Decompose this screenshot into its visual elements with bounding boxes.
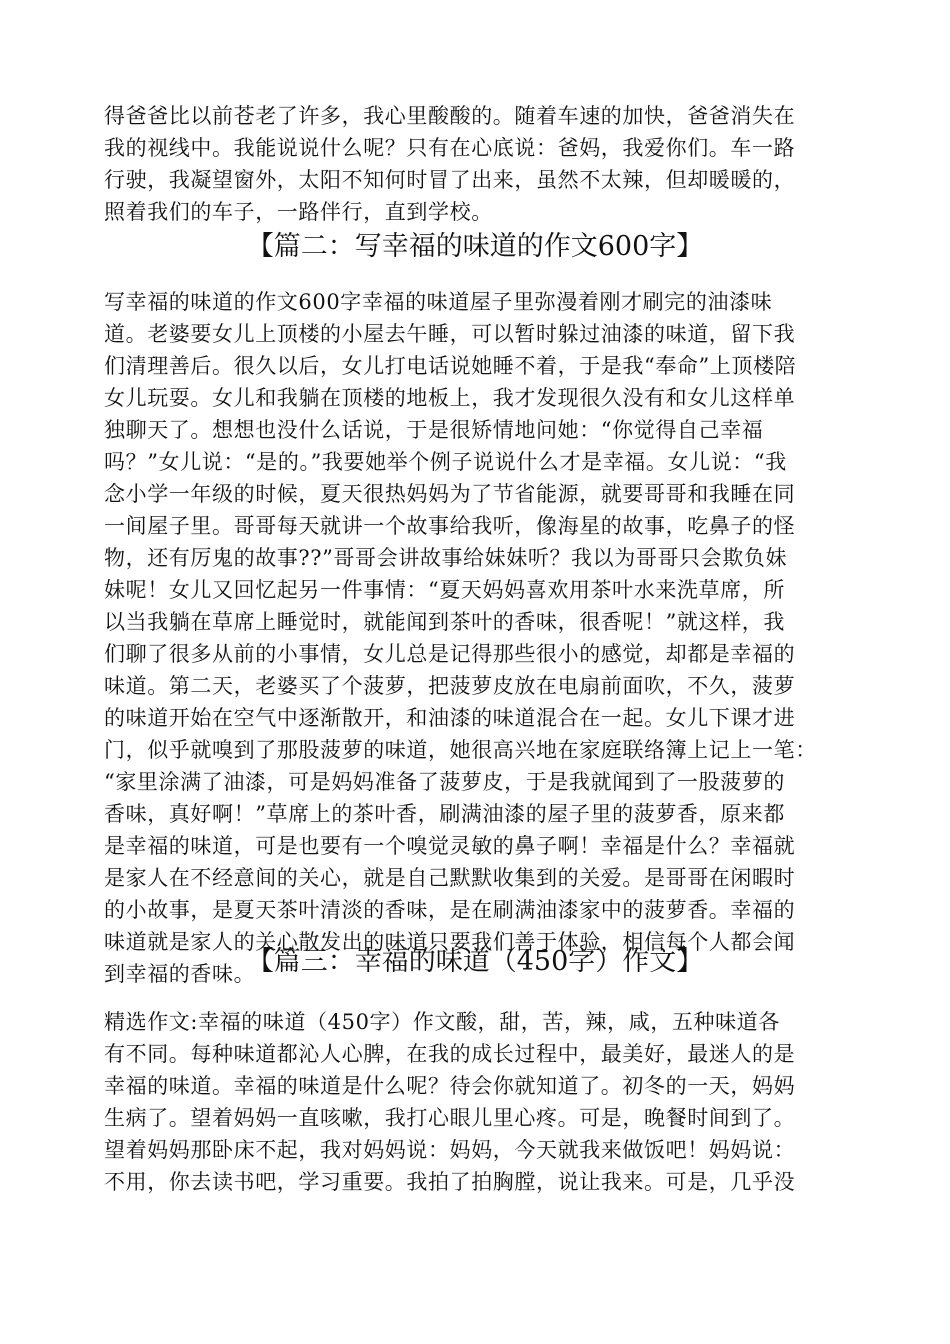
- text-line: 物，还有厉鬼的故事??”哥哥会讲故事给妹妹听？我以为哥哥只会欺负妹: [104, 546, 788, 570]
- paragraph-intro-end: [104, 100, 856, 228]
- text-line: 望着妈妈那卧床不起，我对妈妈说：妈妈，今天就我来做饭吧！妈妈说：: [104, 1138, 796, 1162]
- text-line: 幸福的味道。幸福的味道是什么呢？待会你就知道了。初冬的一天，妈妈: [104, 1074, 796, 1098]
- text-line: 味道就是家人的关心散发出的味道只要我们善于体验，相信每个人都会闻: [104, 930, 796, 954]
- text-line: 到幸福的香味。: [104, 962, 256, 986]
- text-line: 念小学一年级的时候，夏天很热妈妈为了节省能源，就要哥哥和我睡在同: [104, 482, 796, 506]
- text-line: 一间屋子里。哥哥每天就讲一个故事给我听，像海星的故事，吃鼻子的怪: [104, 514, 796, 538]
- text-line: 独聊天了。想想也没什么话说，于是很矫情地问她：“你觉得自己幸福: [104, 418, 764, 442]
- text-line: 道。老婆要女儿上顶楼的小屋去午睡，可以暂时躲过油漆的味道，留下我: [104, 322, 796, 346]
- text-line: 的味道开始在空气中逐渐散开，和油漆的味道混合在一起。女儿下课才进: [104, 706, 796, 730]
- section-heading-essay2: 【篇二：写幸福的味道的作文600字】: [246, 231, 704, 262]
- text-line: 我的视线中。我能说说什么呢？只有在心底说：爸妈，我爱你们。车一路: [104, 136, 796, 160]
- text-line: 门，似乎就嗅到了那股菠萝的味道，她很高兴地在家庭联络簿上记上一笔：: [104, 738, 817, 762]
- paragraph-essay3: [104, 1006, 856, 1198]
- section-heading-essay3: 【篇三：幸福的味道（450字）作文】: [246, 946, 704, 977]
- text-line: 的小故事，是夏天茶叶清淡的香味，是在刷满油漆家中的菠萝香。幸福的: [104, 898, 796, 922]
- text-line: 女儿玩耍。女儿和我躺在顶楼的地板上，我才发现很久没有和女儿这样单: [104, 386, 796, 410]
- text-line: 写幸福的味道的作文600字幸福的味道屋子里弥漫着刚才刷完的油漆味: [104, 290, 773, 314]
- text-line: 有不同。每种味道都沁人心脾，在我的成长过程中，最美好，最迷人的是: [104, 1042, 796, 1066]
- text-line: 不用，你去读书吧，学习重要。我拍了拍胸膛，说让我来。可是，几乎没: [104, 1170, 796, 1194]
- text-line: 们聊了很多从前的小事情，女儿总是记得那些很小的感觉，却都是幸福的: [104, 642, 796, 666]
- text-line: 照着我们的车子，一路伴行，直到学校。: [104, 200, 493, 224]
- text-line: 行驶，我凝望窗外，太阳不知何时冒了出来，虽然不太辣，但却暖暖的，: [104, 168, 796, 192]
- text-line: 吗？”女儿说：“是的。”我要她举个例子说说什么才是幸福。女儿说：“我: [104, 450, 787, 474]
- text-line: “家里涂满了油漆，可是妈妈准备了菠萝皮，于是我就闻到了一股菠萝的: [104, 770, 785, 794]
- text-line: 味道。第二天，老婆买了个菠萝，把菠萝皮放在电扇前面吹，不久，菠萝: [104, 674, 796, 698]
- text-line: 是家人在不经意间的关心，就是自己默默收集到的关爱。是哥哥在闲暇时: [104, 866, 796, 890]
- text-line: 得爸爸比以前苍老了许多，我心里酸酸的。随着车速的加快，爸爸消失在: [104, 104, 796, 128]
- paragraph-essay2: [104, 286, 856, 990]
- text-line: 香味，真好啊！”草席上的茶叶香，刷满油漆的屋子里的菠萝香，原来都: [104, 802, 785, 826]
- text-line: 生病了。望着妈妈一直咳嗽，我打心眼儿里心疼。可是，晚餐时间到了。: [104, 1106, 796, 1130]
- text-line: 是幸福的味道，可是也要有一个嗅觉灵敏的鼻子啊！幸福是什么？幸福就: [104, 834, 796, 858]
- text-line: 精选作文:幸福的味道（450字）作文酸，甜，苦，辣，咸，五种味道各: [104, 1010, 780, 1034]
- text-line: 妹呢！女儿又回忆起另一件事情：“夏天妈妈喜欢用茶叶水来洗草席，所: [104, 578, 785, 602]
- text-line: 们清理善后。很久以后，女儿打电话说她睡不着，于是我“奉命”上顶楼陪: [104, 354, 797, 378]
- text-line: 以当我躺在草席上睡觉时，就能闻到茶叶的香味，很香呢！”就这样，我: [104, 610, 785, 634]
